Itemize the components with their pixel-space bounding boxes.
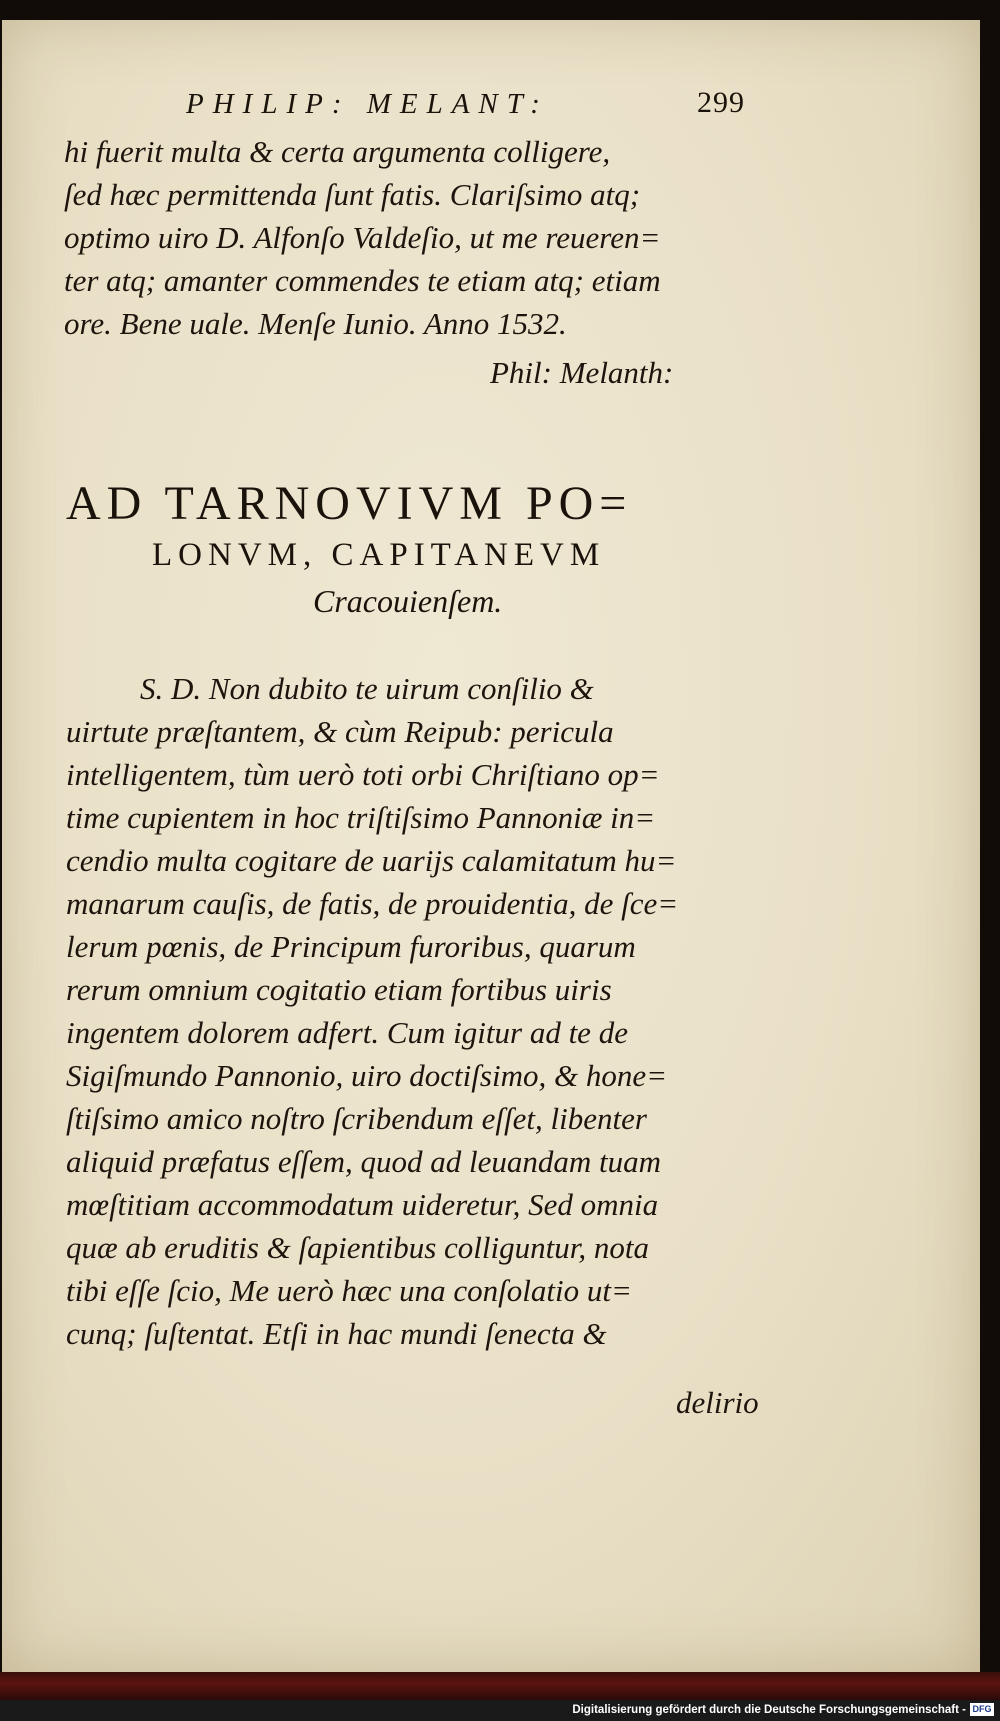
- dfg-logo-icon: DFG: [970, 1703, 994, 1716]
- page-number: 299: [697, 86, 745, 119]
- text-line: cendio multa cogitare de uarijs calamitatum hu=: [66, 843, 677, 878]
- text-line: manarum cauſis, de fatis, de prouidentia, de ſce=: [66, 886, 679, 921]
- text-line: lerum pœnis, de Principum furoribus, quarum: [66, 929, 636, 964]
- text-line: intelligentem, tùm uerò toti orbi Chriſtiano op=: [66, 757, 660, 792]
- text-line: uirtute præſtantem, & cùm Reipub: pericula: [66, 714, 614, 749]
- letter-heading-line-1: AD TARNOVIVM PO=: [66, 477, 633, 530]
- text-line: mœſtitiam accommodatum uideretur, Sed omnia: [66, 1187, 659, 1222]
- book-edge: [0, 1672, 1000, 1700]
- running-head: PHILIP: MELANT:: [186, 88, 549, 120]
- letter-heading-line-3: Cracouienſem.: [313, 583, 503, 619]
- text-line: aliquid præfatus eſſem, quod ad leuandam tuam: [66, 1144, 662, 1179]
- text-line: hi fuerit multa & certa argumenta colligere,: [64, 134, 611, 169]
- text-line: ter atq; amanter commendes te etiam atq; etiam: [64, 263, 661, 298]
- text-line: ſtiſsimo amico noſtro ſcribendum eſſet, libenter: [66, 1101, 647, 1136]
- text-line: ore. Bene uale. Menſe Iunio. Anno 1532.: [64, 306, 567, 341]
- text-line: Sigiſmundo Pannonio, uiro doctiſsimo, & hone=: [66, 1058, 668, 1093]
- text-line: ingentem dolorem adfert. Cum igitur ad te de: [66, 1015, 628, 1050]
- text-line: S. D. Non dubito te uirum conſilio &: [140, 671, 594, 706]
- signature: Phil: Melanth:: [490, 355, 674, 390]
- text-line: time cupientem in hoc triſtiſsimo Pannoniæ in=: [66, 800, 656, 835]
- text-line: optimo uiro D. Alfonſo Valdeſio, ut me reueren=: [64, 220, 661, 255]
- letter-heading-line-2: LONVM, CAPITANEVM: [152, 537, 606, 573]
- text-line: tibi eſſe ſcio, Me uerò hæc una conſolatio ut=: [66, 1273, 632, 1308]
- text-line: ſed hæc permittenda ſunt fatis. Clariſsimo atq;: [64, 177, 641, 212]
- text-line: rerum omnium cogitatio etiam fortibus uiris: [66, 972, 612, 1007]
- text-line: quæ ab eruditis & ſapientibus colliguntur, nota: [66, 1230, 649, 1265]
- text-line: cunq; ſuſtentat. Etſi in hac mundi ſenecta &: [66, 1316, 607, 1351]
- digitization-credit: Digitalisierung gefördert durch die Deutsche Forschungsgemeinschaft -: [572, 1704, 966, 1716]
- catchword: delirio: [676, 1385, 759, 1420]
